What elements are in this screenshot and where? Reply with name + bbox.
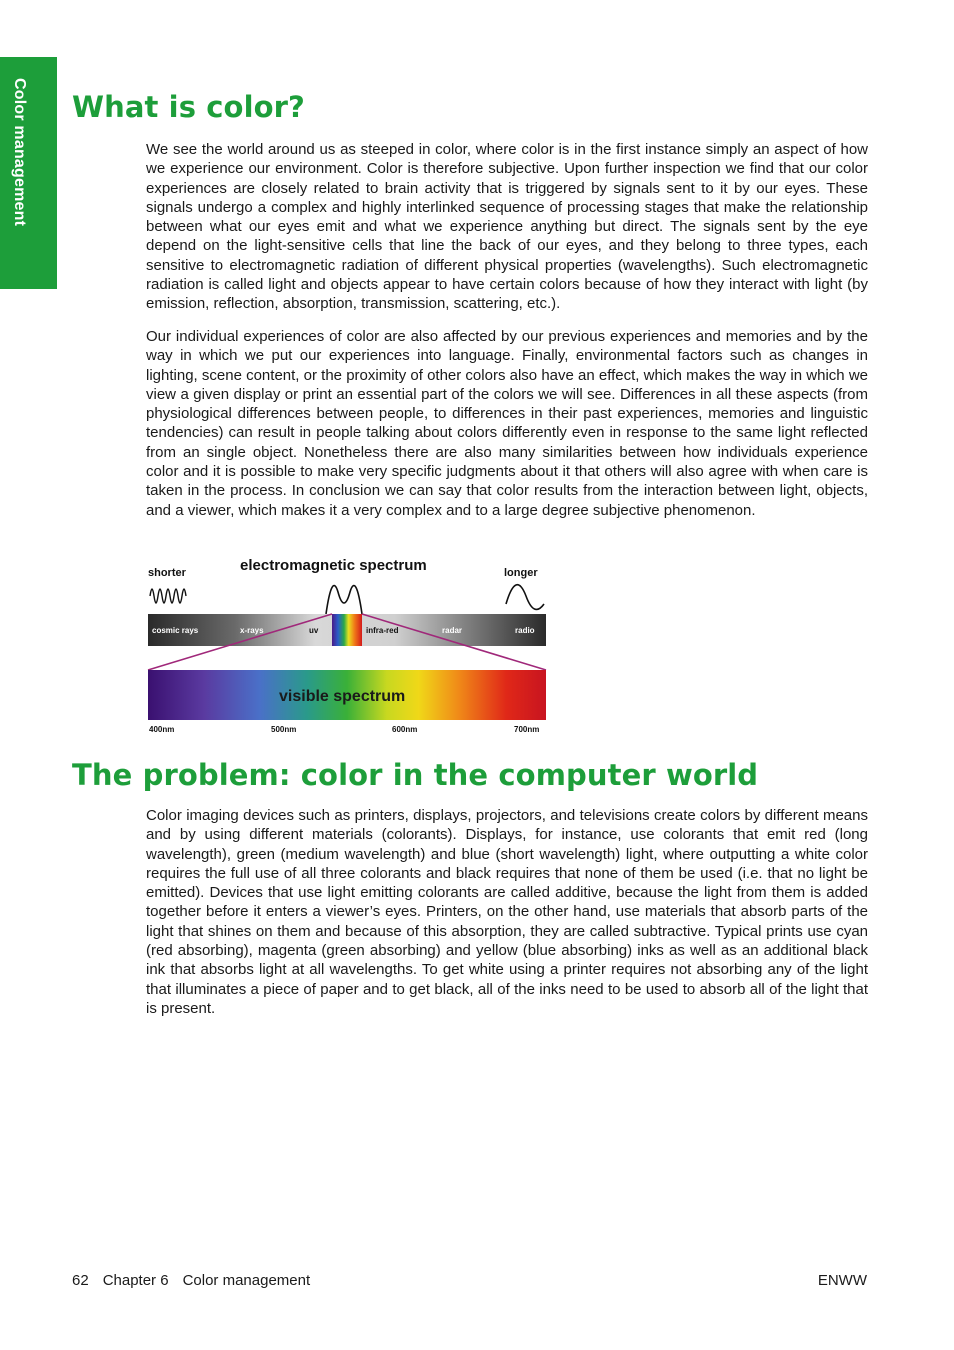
band-label-uv: uv (309, 626, 319, 635)
section-title-computer-world: The problem: color in the computer world (72, 758, 759, 792)
band-label-cosmic-rays: cosmic rays (152, 626, 199, 635)
footer-chapter: Chapter 6 (102, 1272, 169, 1289)
paragraph: Color imaging devices such as printers, displays, projectors, and televisions create colors by different means and by using different materials (colorants). Displays, for instance, use colorants that emit red (long wavelength), green (medium wavelength) and blue (short wavelength) light, where outputting a white color requires the full use of all three colorants and black requires that none of them be used (i.e. that no light be emitted). Devices that use light emitting colorants are called additive, because the light from them is added together before it enters a viewer’s eyes. Printers, on the other hand, use materials that absorb parts of the light that shines on them and because of this absorption, they are called subtractive. Typical prints use cyan (red absorbing), magenta (green absorbing) and yellow (blue absorbing) inks as well as an additional black ink that absorbs light at all wavelengths. To get white using a printer requires not absorbing any of the light that illuminates a piece of paper and to get black, all of the inks need to be used to absorb all of the light that is present. (146, 807, 868, 1017)
band-label-radar: radar (442, 626, 463, 635)
footer-chapter-title: Color management (182, 1272, 311, 1289)
band-label-x-rays: x-rays (240, 626, 264, 635)
page-number: 62 (72, 1272, 89, 1289)
band-label-radio: radio (515, 626, 535, 635)
wavelength-label: 400nm (149, 725, 175, 734)
visible-spectrum-label: visible spectrum (279, 688, 406, 705)
band-label-infra-red: infra-red (366, 626, 399, 635)
chapter-side-tab (0, 57, 57, 289)
long-wave-icon (506, 585, 544, 610)
spectrum-label-shorter: shorter (148, 567, 186, 579)
footer-doc-code: ENWW (817, 1272, 867, 1289)
spectrum-label-longer: longer (504, 567, 538, 579)
spectrum-title: electromagnetic spectrum (240, 557, 427, 574)
spectrum-visible-slice (332, 614, 362, 646)
wavelength-label: 500nm (271, 725, 297, 734)
section-title-what-is-color: What is color? (72, 90, 305, 124)
paragraph: Our individual experiences of color are also affected by our previous experiences and memories and by the way in which we put our experiences into language. Finally, environmental factors such as changes in lighting, scene content, or the proximity of other colors also have an effect, which makes the way in which we view a given display or print an essential part of the colors we will see. Differences in all these aspects (from physiological differences between people, to differences in their past experiences, memories and linguistic tendencies) can result in people talking about colors differently even in response to the same light reflected from an single object. Nonetheless there are also many similarities between how individuals experience color and it is possible to make very specific judgments about it that others will also agree with when care is taken in the process. In conclusion we can say that color results from the interaction between light, objects, and a viewer, which makes it a very complex and to a large degree subjective phenomenon. (146, 328, 868, 519)
wavelength-label: 700nm (514, 725, 540, 734)
footer-left (72, 1272, 324, 1289)
electromagnetic-spectrum-figure (146, 552, 548, 738)
paragraph: We see the world around us as steeped in color, where color is in the first instance simply an aspect of how we experience our environment. Color is therefore subjective. Upon further inspection we find that our color experiences are closely related to brain activity that is triggered by signals sent to it by our eyes. These signals undergo a complex and highly interlinked sequence of processing stages that make the relationship between what our eyes emit and what we experience anything but direct. The signals sent by the eye depend on the light-sensitive cells that line the back of our eyes, and they belong to three types, each sensitive to electromagnetic radiation of different physical properties (wavelengths). Such electromagnetic radiation is called light and objects appear to have certain colors because of how they interact with light (by emission, reflection, absorption, transmission, scattering, etc.). (146, 141, 868, 313)
medium-wave-icon (326, 586, 362, 614)
short-wave-icon (150, 589, 186, 603)
chapter-side-tab-label: Color management (11, 78, 28, 227)
wavelength-label: 600nm (392, 725, 418, 734)
